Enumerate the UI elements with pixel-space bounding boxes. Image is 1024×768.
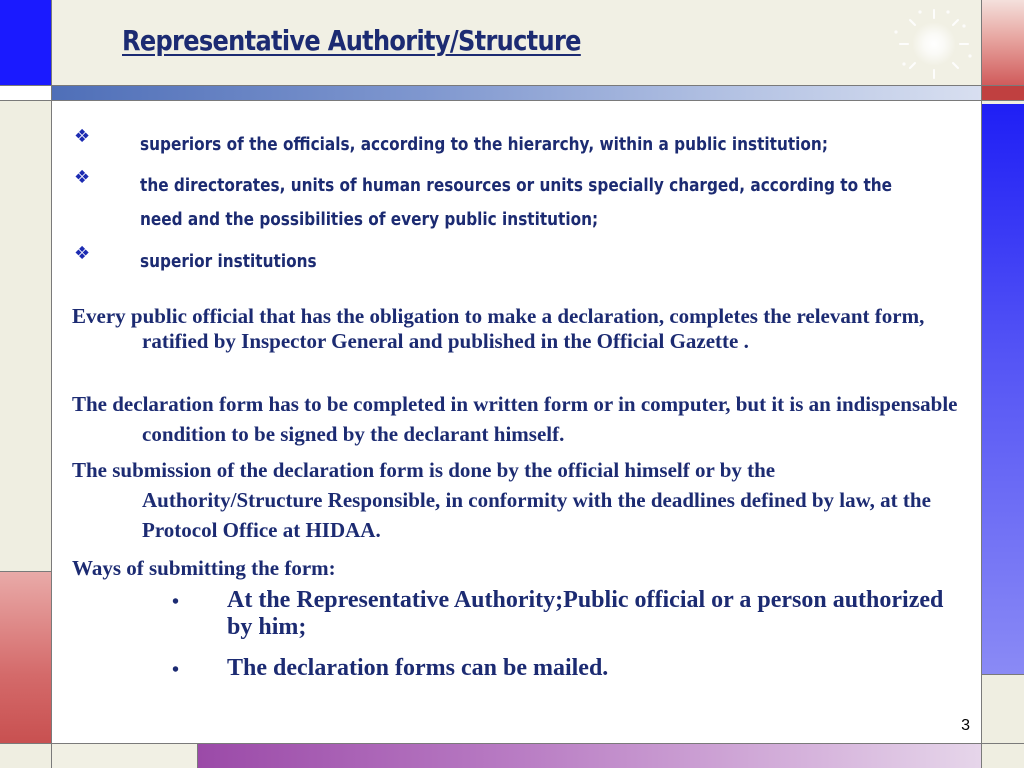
grid-line: [982, 674, 1024, 675]
diamond-bullet-text: superior institutions: [140, 251, 317, 272]
diamond-bullet-text: the directorates, units of human resources or units specially charged, according to the need and the possibilities of every public institution;: [140, 175, 893, 230]
right-red-block: [982, 0, 1024, 86]
body-paragraph: Ways of submitting the form:: [72, 556, 336, 580]
round-bullet-icon: •: [172, 591, 180, 613]
footer-gradient-bar: [198, 744, 982, 768]
grid-line: [0, 85, 1024, 86]
body-paragraph: Every public official that has the obligation to make a declaration, completes the relevant form, ratified by Inspector General and published in the Official Gazette .: [72, 304, 925, 353]
left-bottom-block: [0, 744, 52, 768]
diamond-bullet-text: superiors of the officials, according to the hierarchy, within a public institution;: [140, 134, 828, 155]
diamond-bullet-icon: ❖: [74, 167, 91, 188]
sub-bullet-text: The declaration forms can be mailed.: [227, 655, 609, 681]
grid-line: [51, 0, 52, 768]
right-red-stripe: [982, 86, 1024, 100]
sparkle-icon: [890, 4, 974, 82]
sub-bullet-text: At the Representative Authority;Public official or a person authorized by him;: [227, 587, 944, 640]
round-bullet-icon: •: [172, 659, 180, 681]
grid-line: [981, 0, 982, 768]
diamond-bullet-icon: ❖: [74, 126, 91, 147]
footer-beige-block: [52, 744, 198, 768]
left-beige-block: [0, 100, 52, 572]
left-blue-block: [0, 0, 52, 86]
body-paragraph: The submission of the declaration form is done by the official himself or by the Authority/Structure Responsible, in conformity with the deadlines defined by law, at the Protocol Office at HIDAA.: [72, 458, 931, 542]
grid-line: [0, 743, 1024, 744]
right-blue-block: [982, 104, 1024, 674]
right-bottom-block: [982, 674, 1024, 768]
header-gradient-bar: [52, 86, 982, 100]
body-paragraph: The declaration form has to be completed in written form or in computer, but it is an indispensable condition to be signed by the declarant himself.: [72, 392, 958, 446]
grid-line: [0, 571, 52, 572]
slide-number: 3: [961, 717, 970, 734]
grid-line: [0, 100, 1024, 101]
left-red-block: [0, 572, 52, 744]
grid-line: [197, 744, 198, 768]
diamond-bullet-icon: ❖: [74, 243, 91, 264]
slide-title: Representative Authority/Structure: [122, 24, 581, 57]
